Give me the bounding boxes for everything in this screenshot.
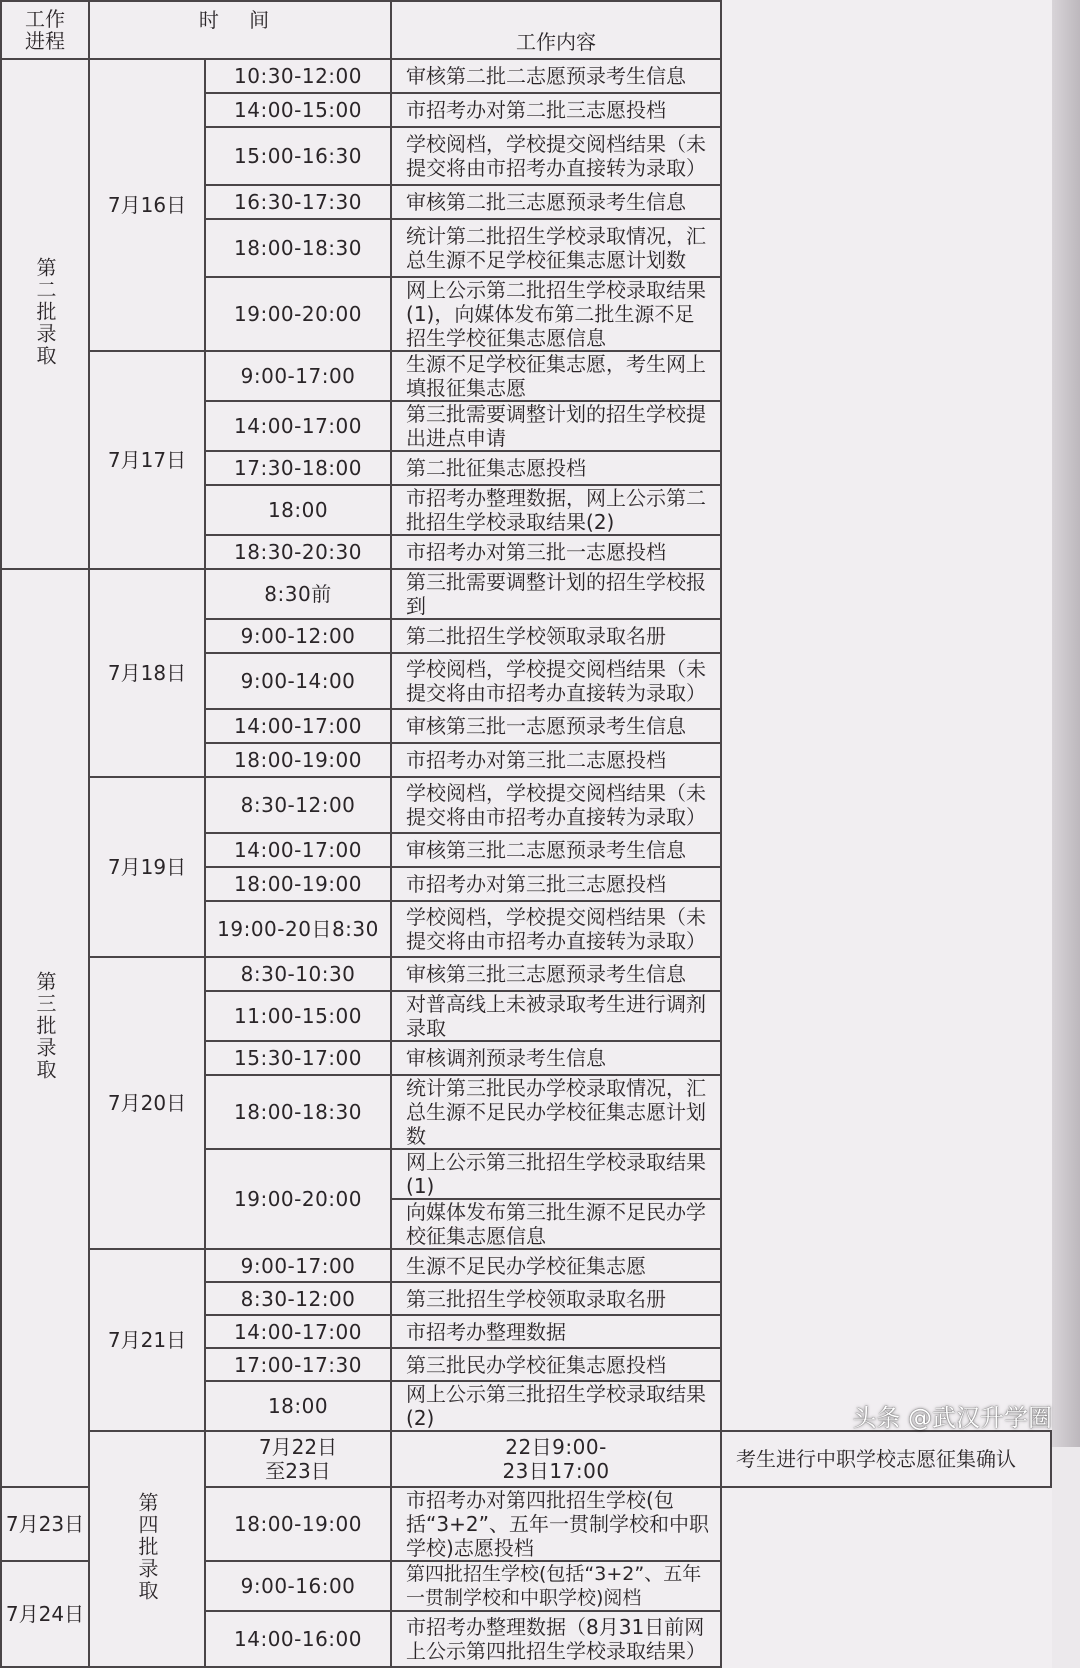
task-cell: 第三批招生学校领取录取名册 — [391, 1282, 721, 1315]
task-cell: 考生进行中职学校志愿征集确认 — [721, 1431, 1051, 1487]
task-cell: 第三批需要调整计划的招生学校报到 — [391, 569, 721, 619]
time-cell: 8:30-12:00 — [205, 1282, 391, 1315]
date-cell: 7月19日 — [89, 777, 205, 957]
header-stage: 工作 进程 — [1, 1, 89, 59]
time-cell: 18:00-19:00 — [205, 743, 391, 777]
task-cell: 向媒体发布第三批生源不足民办学校征集志愿信息 — [391, 1199, 721, 1249]
task-cell: 审核第三批二志愿预录考生信息 — [391, 833, 721, 867]
task-cell: 第三批民办学校征集志愿投档 — [391, 1348, 721, 1381]
time-cell: 9:00-14:00 — [205, 653, 391, 709]
task-cell: 审核第二批三志愿预录考生信息 — [391, 185, 721, 219]
time-cell: 14:00-17:00 — [205, 709, 391, 743]
header-time: 时 间 — [89, 1, 391, 59]
task-cell: 生源不足学校征集志愿，考生网上填报征集志愿 — [391, 351, 721, 401]
time-cell: 19:00-20:00 — [205, 1149, 391, 1249]
time-cell: 18:00-18:30 — [205, 219, 391, 277]
time-cell: 16:30-17:30 — [205, 185, 391, 219]
date-cell: 7月21日 — [89, 1249, 205, 1431]
date-cell: 7月23日 — [1, 1487, 89, 1561]
time-cell: 8:30-12:00 — [205, 777, 391, 833]
task-cell: 生源不足民办学校征集志愿 — [391, 1249, 721, 1282]
header-row — [1, 1, 1051, 59]
task-cell: 学校阅档，学校提交阅档结果（未提交将由市招考办直接转为录取） — [391, 777, 721, 833]
task-cell: 网上公示第三批招生学校录取结果(1) — [391, 1149, 721, 1199]
task-cell: 统计第二批招生学校录取情况，汇总生源不足学校征集志愿计划数 — [391, 219, 721, 277]
stage-cell: 第三批录取 — [1, 569, 89, 1487]
table-row — [1, 59, 1051, 93]
table-row — [1, 569, 1051, 619]
time-cell: 18:00-19:00 — [205, 867, 391, 901]
date-cell: 7月18日 — [89, 569, 205, 777]
time-cell: 9:00-17:00 — [205, 1249, 391, 1282]
time-cell: 9:00-16:00 — [205, 1561, 391, 1611]
table-row — [1, 351, 1051, 401]
task-cell: 审核第三批一志愿预录考生信息 — [391, 709, 721, 743]
task-cell: 市招考办对第二批三志愿投档 — [391, 93, 721, 127]
date-cell: 7月22日 至23日 — [205, 1431, 391, 1487]
time-cell: 14:00-17:00 — [205, 401, 391, 451]
date-cell: 7月17日 — [89, 351, 205, 569]
task-cell: 学校阅档，学校提交阅档结果（未提交将由市招考办直接转为录取） — [391, 653, 721, 709]
task-cell: 网上公示第三批招生学校录取结果(2) — [391, 1381, 721, 1431]
time-cell: 14:00-17:00 — [205, 833, 391, 867]
task-cell: 第四批招生学校(包括“3+2”、五年一贯制学校和中职学校)阅档 — [391, 1561, 721, 1611]
date-cell: 7月24日 — [1, 1561, 89, 1667]
table-row — [1, 957, 1051, 991]
task-cell: 审核第三批三志愿预录考生信息 — [391, 957, 721, 991]
time-cell: 8:30-10:30 — [205, 957, 391, 991]
time-cell: 14:00-15:00 — [205, 93, 391, 127]
date-cell: 7月20日 — [89, 957, 205, 1249]
task-cell: 市招考办对第三批二志愿投档 — [391, 743, 721, 777]
page-edge-shadow — [1052, 0, 1080, 1447]
time-cell: 18:00 — [205, 485, 391, 535]
task-cell: 审核调剂预录考生信息 — [391, 1041, 721, 1075]
time-cell: 19:00-20:00 — [205, 277, 391, 351]
watermark: 头条 @武汉升学圈 — [852, 1404, 1052, 1432]
date-cell: 7月16日 — [89, 59, 205, 351]
task-cell: 市招考办整理数据 — [391, 1315, 721, 1348]
task-cell: 统计第三批民办学校录取情况，汇总生源不足民办学校征集志愿计划数 — [391, 1075, 721, 1149]
task-cell: 学校阅档，学校提交阅档结果（未提交将由市招考办直接转为录取） — [391, 901, 721, 957]
time-cell: 19:00-20日8:30 — [205, 901, 391, 957]
task-cell: 第二批招生学校领取录取名册 — [391, 619, 721, 653]
time-cell: 14:00-16:00 — [205, 1611, 391, 1667]
task-cell: 市招考办整理数据，网上公示第二批招生学校录取结果(2) — [391, 485, 721, 535]
task-cell: 审核第二批二志愿预录考生信息 — [391, 59, 721, 93]
table-row — [1, 1431, 1051, 1487]
stage-cell: 第四批录取 — [89, 1431, 205, 1667]
task-cell: 网上公示第二批招生学校录取结果(1)，向媒体发布第二批生源不足招生学校征集志愿信息 — [391, 277, 721, 351]
header-content: 工作内容 — [391, 1, 721, 59]
time-cell: 17:00-17:30 — [205, 1348, 391, 1381]
time-cell: 17:30-18:00 — [205, 451, 391, 485]
task-cell: 市招考办对第三批一志愿投档 — [391, 535, 721, 569]
time-cell: 8:30前 — [205, 569, 391, 619]
time-cell: 18:00 — [205, 1381, 391, 1431]
task-cell: 学校阅档，学校提交阅档结果（未提交将由市招考办直接转为录取） — [391, 127, 721, 185]
task-cell: 对普高线上未被录取考生进行调剂录取 — [391, 991, 721, 1041]
time-cell: 18:00-18:30 — [205, 1075, 391, 1149]
task-cell: 市招考办对第三批三志愿投档 — [391, 867, 721, 901]
task-cell: 第三批需要调整计划的招生学校提出进点申请 — [391, 401, 721, 451]
time-cell: 9:00-17:00 — [205, 351, 391, 401]
task-cell: 市招考办对第四批招生学校(包括“3+2”、五年一贯制学校和中职学校)志愿投档 — [391, 1487, 721, 1561]
time-cell: 18:00-19:00 — [205, 1487, 391, 1561]
task-cell: 市招考办整理数据（8月31日前网上公示第四批招生学校录取结果） — [391, 1611, 721, 1667]
time-cell: 22日9:00- 23日17:00 — [391, 1431, 721, 1487]
time-cell: 15:00-16:30 — [205, 127, 391, 185]
time-cell: 14:00-17:00 — [205, 1315, 391, 1348]
time-cell: 11:00-15:00 — [205, 991, 391, 1041]
stage-cell: 第二批录取 — [1, 59, 89, 569]
time-cell: 18:30-20:30 — [205, 535, 391, 569]
table-row — [1, 1249, 1051, 1282]
time-cell: 15:30-17:00 — [205, 1041, 391, 1075]
time-cell: 9:00-12:00 — [205, 619, 391, 653]
task-cell: 第二批征集志愿投档 — [391, 451, 721, 485]
table-row — [1, 777, 1051, 833]
time-cell: 10:30-12:00 — [205, 59, 391, 93]
